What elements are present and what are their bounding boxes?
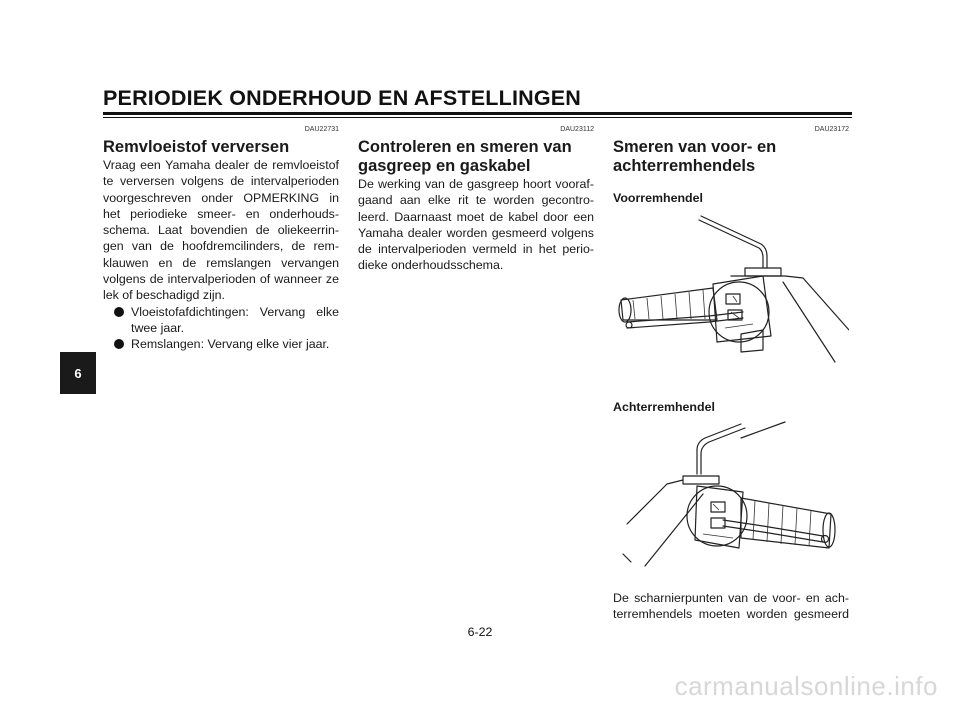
- subheading-rear-lever: Achterremhendel: [613, 400, 715, 414]
- header-rule: [103, 112, 852, 115]
- header-rule-thin: [103, 117, 852, 118]
- page-number: 6-22: [467, 625, 493, 639]
- bullet-text: Remslangen: Vervang elke vier jaar.: [131, 337, 330, 352]
- section-code: DAU23112: [560, 126, 594, 133]
- section-brake-fluid: [103, 124, 339, 353]
- section-code: DAU22731: [304, 126, 339, 133]
- rear-brake-lever-illustration: [613, 416, 849, 580]
- bullet-item: [103, 336, 339, 352]
- section-title: Smeren van voor- en achterremhendels: [613, 138, 777, 175]
- section-title: Controleren en smeren van gasgreep en gaskabel: [358, 138, 572, 175]
- bullet-icon: [114, 307, 124, 317]
- bullet-text: Vloeistofafdichtingen: Vervang elke twee jaar.: [131, 304, 339, 335]
- watermark: carmanualsonline.info: [674, 671, 938, 701]
- section-code: DAU23172: [814, 126, 849, 133]
- front-brake-lever-illustration: [613, 212, 849, 382]
- bullet-list: [103, 304, 339, 353]
- bullet-icon: [114, 339, 124, 349]
- subheading-front-lever: Voorremhendel: [613, 191, 703, 205]
- section-brake-levers: [613, 124, 849, 206]
- section-paragraph: Vraag een Yamaha dealer de remvloeistof te verversen volgens de intervalperioden voorgeschreven onder OPMERKING in het periodieke smeer- en onderhouds-schema. Laat bovendien de oliekeerrin-gen van de hoofdremcilinders, de rem-klauwen en de remslangen vervangen volgens de intervalperioden of wanneer ze lek of beschadigd zijn.: [103, 158, 339, 303]
- section-paragraph: De werking van de gasgreep hoort vooraf-gaand aan elke rit te worden gecontro-leerd. Daarnaast moet de kabel door een Yamaha dealer worden gesmeerd volgens de intervalperioden vermeld in het perio-dieke onderhoudsschema.: [358, 177, 594, 273]
- page-header-title: PERIODIEK ONDERHOUD EN AFSTELLINGEN: [103, 86, 582, 110]
- section-throttle: [358, 124, 594, 274]
- lubrication-note: De scharnierpunten van de voor- en ach-terremhendels moeten worden gesmeerd: [613, 591, 849, 622]
- bullet-item: [103, 304, 339, 337]
- chapter-tab[interactable]: 6: [60, 352, 96, 394]
- section-title: Remvloeistof verversen: [103, 138, 290, 156]
